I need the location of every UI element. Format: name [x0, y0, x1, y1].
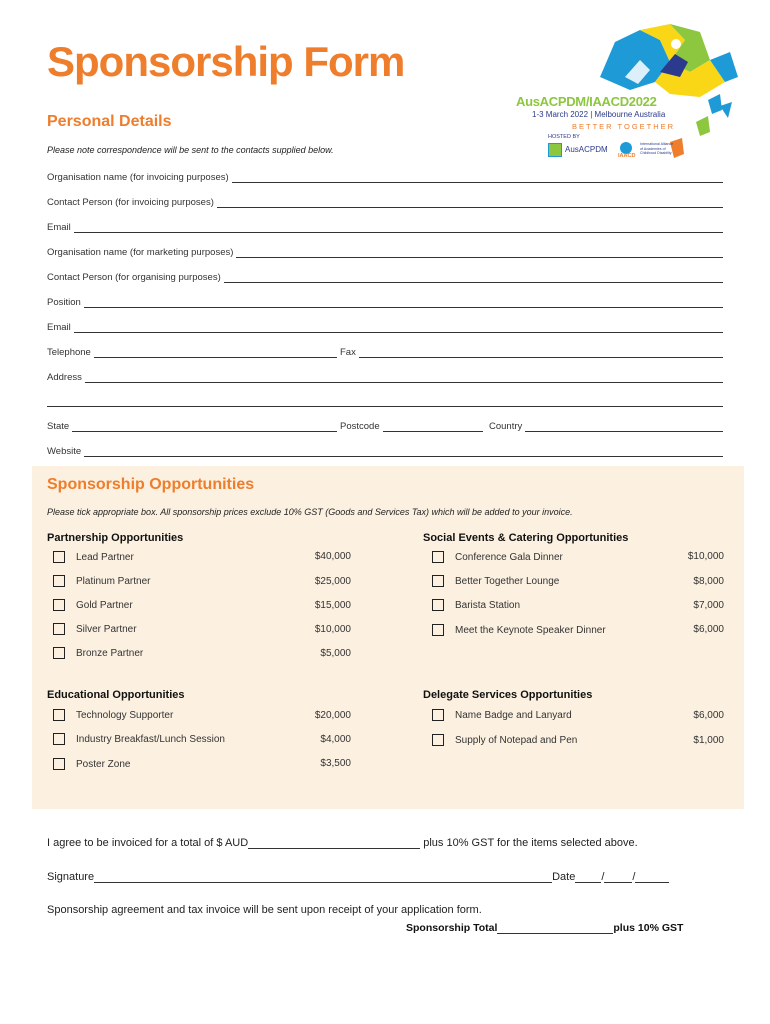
option-label: Poster Zone: [76, 758, 131, 770]
checkbox[interactable]: [53, 709, 65, 721]
checkbox[interactable]: [432, 624, 444, 636]
checkbox[interactable]: [53, 623, 65, 635]
signature-input[interactable]: [94, 871, 552, 883]
sponsorship-total-input[interactable]: [497, 923, 613, 934]
hosted-by-label: HOSTED BY: [548, 134, 580, 140]
option-price: $6,000: [693, 710, 724, 721]
option-price: $1,000: [693, 735, 724, 746]
option-price: $8,000: [693, 576, 724, 587]
checkbox[interactable]: [432, 709, 444, 721]
option-label: Meet the Keynote Speaker Dinner: [455, 624, 606, 636]
field-label: Email: [47, 322, 71, 333]
option-price: $10,000: [314, 624, 351, 635]
option-keynote-dinner[interactable]: [432, 622, 606, 638]
field-label: Postcode: [340, 421, 380, 432]
checkbox[interactable]: [53, 575, 65, 587]
state-input[interactable]: [72, 421, 337, 432]
field-label: Contact Person (for organising purposes): [47, 272, 221, 283]
contact-invoicing-field[interactable]: [47, 194, 723, 208]
state-field[interactable]: [47, 421, 337, 432]
option-price: $7,000: [693, 600, 724, 611]
postcode-input[interactable]: [383, 421, 483, 432]
option-price: $10,000: [687, 551, 724, 562]
sponsorship-opportunities-panel: [32, 466, 744, 809]
address-input-2[interactable]: [47, 396, 723, 407]
contact-invoicing-input[interactable]: [217, 197, 723, 208]
checkbox[interactable]: [53, 551, 65, 563]
checkbox[interactable]: [432, 551, 444, 563]
date-month-input[interactable]: [604, 871, 632, 883]
email-input-2[interactable]: [74, 322, 723, 333]
option-label: Gold Partner: [76, 599, 133, 611]
field-label: Email: [47, 222, 71, 233]
host2-full-name: International Alliance of Academies of Childhood Disability: [640, 142, 674, 155]
option-better-together-lounge[interactable]: [432, 573, 559, 589]
country-field[interactable]: [483, 421, 723, 432]
option-price: $15,000: [314, 600, 351, 611]
event-name: AusACPDM/IAACD2022: [516, 94, 657, 109]
personal-details-heading: Personal Details: [47, 113, 172, 130]
checkbox[interactable]: [432, 734, 444, 746]
sponsorship-opportunities-note: Please tick appropriate box. All sponsorship prices exclude 10% GST (Goods and Services Tax) which will be added to your invoice.: [47, 507, 573, 517]
educational-heading: Educational Opportunities: [47, 689, 185, 701]
host1-name: AusACPDM: [565, 145, 608, 154]
sponsorship-opportunities-heading: Sponsorship Opportunities: [47, 476, 255, 493]
option-industry-session[interactable]: [53, 731, 225, 747]
invoice-total-input[interactable]: [248, 837, 420, 849]
option-price: $3,500: [320, 758, 351, 769]
date-label: Date: [552, 871, 576, 883]
option-price: $5,000: [320, 648, 351, 659]
checkbox[interactable]: [432, 599, 444, 611]
option-label: Platinum Partner: [76, 575, 151, 587]
invoice-agreement-line: [47, 837, 638, 849]
field-label: Fax: [340, 347, 356, 358]
option-gala-dinner[interactable]: [432, 549, 563, 565]
option-price: $6,000: [693, 624, 724, 635]
invoice-prefix: I agree to be invoiced for a total of $ AUD: [47, 837, 249, 849]
option-silver-partner[interactable]: [53, 621, 137, 637]
checkbox[interactable]: [432, 575, 444, 587]
email-field-2[interactable]: [47, 319, 723, 333]
sponsorship-total-line: [406, 922, 683, 934]
option-gold-partner[interactable]: [53, 597, 133, 613]
checkbox[interactable]: [53, 599, 65, 611]
option-label: Better Together Lounge: [455, 575, 560, 587]
field-label: Position: [47, 297, 81, 308]
option-technology-supporter[interactable]: [53, 707, 173, 723]
org-invoicing-field[interactable]: [47, 169, 723, 183]
field-label: Organisation name (for marketing purposes): [47, 247, 234, 258]
invoice-suffix: plus 10% GST for the items selected above.: [423, 837, 638, 849]
field-label: Website: [47, 446, 82, 457]
address-field[interactable]: [47, 369, 723, 383]
org-invoicing-input[interactable]: [232, 172, 723, 183]
checkbox[interactable]: [53, 647, 65, 659]
date-year-input[interactable]: [635, 871, 669, 883]
email-input[interactable]: [74, 222, 723, 233]
telephone-input[interactable]: [94, 347, 337, 358]
website-field[interactable]: [47, 443, 723, 457]
option-label: Supply of Notepad and Pen: [455, 734, 578, 746]
fax-field[interactable]: [337, 347, 723, 358]
option-label: Conference Gala Dinner: [455, 551, 563, 563]
address-line-2[interactable]: [47, 393, 723, 407]
option-label: Silver Partner: [76, 623, 137, 635]
option-barista-station[interactable]: [432, 597, 520, 613]
option-label: Lead Partner: [76, 551, 134, 563]
field-label: Address: [47, 372, 82, 383]
telephone-fax-row: [47, 344, 723, 358]
contact-organising-input[interactable]: [224, 272, 723, 283]
option-poster-zone[interactable]: [53, 756, 130, 772]
field-label: State: [47, 421, 70, 432]
option-name-badge[interactable]: [432, 707, 572, 723]
signature-date-line: [47, 871, 669, 883]
option-notepad-pen[interactable]: [432, 732, 577, 748]
signature-label: Signature: [47, 871, 95, 883]
option-price: $4,000: [320, 734, 351, 745]
event-tagline: BETTER TOGETHER: [572, 122, 676, 131]
conference-logo: [510, 22, 750, 172]
total-label: Sponsorship Total: [406, 922, 498, 934]
partnership-heading: Partnership Opportunities: [47, 532, 184, 544]
option-price: $20,000: [314, 710, 351, 721]
option-platinum-partner[interactable]: [53, 573, 150, 589]
host2-name: IAACD: [618, 153, 636, 159]
checkbox[interactable]: [53, 733, 65, 745]
state-postcode-country-row: [47, 418, 723, 432]
receipt-note: Sponsorship agreement and tax invoice will be sent upon receipt of your application form.: [47, 904, 482, 916]
date-day-input[interactable]: [575, 871, 601, 883]
option-label: Barista Station: [455, 599, 521, 611]
option-label: Technology Supporter: [76, 709, 174, 721]
option-lead-partner[interactable]: [53, 549, 134, 565]
delegate-services-heading: Delegate Services Opportunities: [423, 689, 593, 701]
option-label: Industry Breakfast/Lunch Session: [76, 733, 225, 745]
field-label: Country: [489, 421, 523, 432]
page-title: Sponsorship Form: [47, 38, 405, 85]
position-input[interactable]: [84, 297, 723, 308]
option-label: Name Badge and Lanyard: [455, 709, 572, 721]
field-label: Telephone: [47, 347, 91, 358]
event-dates: 1-3 March 2022 | Melbourne Australia: [532, 110, 666, 119]
field-label: Contact Person (for invoicing purposes): [47, 197, 214, 208]
total-suffix: plus 10% GST: [613, 922, 684, 934]
website-input[interactable]: [84, 446, 723, 457]
field-label: Organisation name (for invoicing purposes): [47, 172, 229, 183]
ausacpdm-logo-icon: [548, 143, 562, 157]
country-input[interactable]: [525, 421, 723, 432]
contact-organising-field[interactable]: [47, 269, 723, 283]
option-label: Bronze Partner: [76, 647, 144, 659]
date-separator: /: [632, 871, 636, 883]
org-marketing-input[interactable]: [236, 247, 723, 258]
telephone-field[interactable]: [47, 347, 337, 358]
date-separator: /: [601, 871, 605, 883]
option-price: $25,000: [314, 576, 351, 587]
option-price: $40,000: [314, 551, 351, 562]
option-bronze-partner[interactable]: [53, 645, 143, 661]
social-events-heading: Social Events & Catering Opportunities: [423, 532, 629, 544]
fax-input[interactable]: [359, 347, 723, 358]
checkbox[interactable]: [53, 758, 65, 770]
postcode-field[interactable]: [337, 421, 483, 432]
email-field[interactable]: [47, 219, 723, 233]
address-input[interactable]: [85, 372, 723, 383]
personal-details-note: Please note correspondence will be sent to the contacts supplied below.: [47, 145, 334, 155]
org-marketing-field[interactable]: [47, 244, 723, 258]
position-field[interactable]: [47, 294, 723, 308]
